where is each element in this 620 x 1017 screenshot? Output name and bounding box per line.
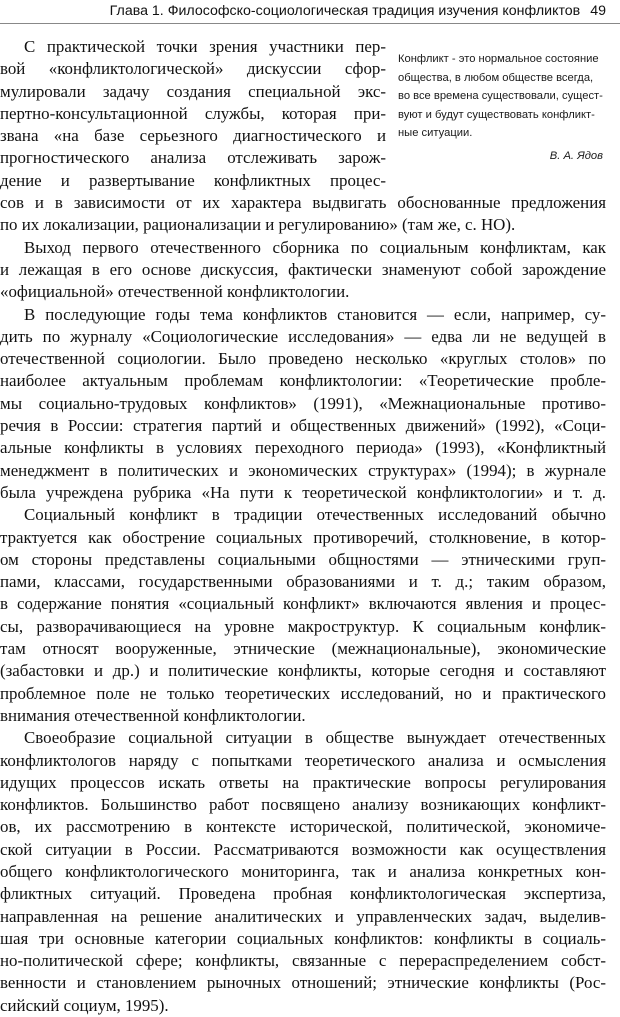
text-line: речия в России: стратегия партий и общественных движений» (1992), «Соци-: [0, 416, 606, 436]
text-line: менеджмент в политических и экономических структурах» (1994); в журнале: [0, 460, 606, 480]
quote-line: вуют и будут существовать конфликт-: [398, 108, 595, 121]
text-line: ов, их рассмотрению в контексте исторической, политической, экономиче-: [0, 817, 606, 837]
text-line: но-политической сфере; конфликты, связанные с перераспределением собст-: [0, 951, 606, 971]
text-line: звана «на базе серьезного диагностического и: [0, 126, 386, 146]
text-line: «официальной» отечественной конфликтологии.: [0, 282, 350, 302]
text-line: фликтных ситуаций. Проведена пробная конфликтологическая экспертиза,: [0, 884, 606, 904]
text-line: конфликтов. Большинство работ посвящено анализу возникающих конфликт-: [0, 795, 606, 815]
text-line: общего конфликтологического мониторинга, так и анализа конкретных кон-: [0, 861, 606, 881]
text-line: сов и в зависимости от их характера выдвигать обоснованные предложения: [0, 193, 606, 213]
text-line: венности и становлением рыночных отношений; этнические конфликты (Рос-: [0, 973, 606, 993]
text-line: ской ситуации в России. Рассматриваются возможности как осуществления: [0, 839, 606, 859]
text-line: Социальный конфликт в традиции отечественных исследований обычно: [24, 505, 606, 525]
page-number: 49: [590, 3, 606, 19]
header-divider: [0, 23, 620, 24]
text-line: мы социально-трудовых конфликтов» (1991), «Межнациональные противо-: [0, 393, 606, 413]
text-line: В последующие годы тема конфликтов становится — если, например, су-: [24, 304, 606, 324]
text-line: вой «конфликтологической» дискуссии сфор-: [0, 59, 386, 79]
text-line: направленная на решение аналитических и управленческих задач, выделив-: [0, 906, 606, 926]
text-line: трактуется как обострение социальных противоречий, столкновение, в котор-: [0, 527, 606, 547]
text-line: там относят вооруженные, этнические (межнациональные), экономические: [0, 639, 606, 659]
text-line: С практической точки зрения участники пер-: [24, 37, 386, 56]
running-title: Глава 1. Философско-социологическая традиция изучения конфликтов: [109, 3, 581, 19]
text-line: в содержание понятия «социальный конфликт» включаются явления и процес-: [0, 594, 606, 614]
text-line: Выход первого отечественного сборника по социальным конфликтам, как: [24, 237, 606, 257]
text-line: альные конфликты в условиях переходного периода» (1993), «Конфликтный: [0, 438, 606, 458]
quote-author: В. А. Ядов: [549, 149, 603, 162]
quote-line: общества, в любом обществе всегда,: [398, 71, 594, 84]
text-line: внимания отечественной конфликтологии.: [0, 705, 306, 725]
text-line: сы, разворачивающиеся на уровне макроструктур. К социальным конфлик-: [0, 616, 606, 636]
quote-line: Конфликт - это нормальное состояние: [398, 53, 599, 65]
text-line: прогностического анализа отслеживать зарож-: [0, 148, 386, 168]
text-line: сийский социум, 1995).: [0, 995, 169, 1015]
running-header: [0, 2, 606, 20]
text-line: мулировали задачу создания специальной экс-: [0, 81, 386, 101]
text-line: проблемное поле не только теоретических исследований, но и практического: [0, 683, 606, 703]
quote-line: во все времена существовали, сущест-: [398, 90, 603, 102]
text-line: (забастовки и др.) и политические конфликты, которые сегодня и составляют: [0, 661, 606, 681]
quote-line: ные ситуации.: [398, 127, 473, 139]
text-line: была учреждена рубрика «На пути к теоретической конфликтологии» и т. д.: [0, 482, 606, 502]
main-text: [0, 36, 606, 1017]
text-line: дение и развертывание конфликтных процес-: [0, 170, 386, 190]
paragraph-narrow: [0, 36, 606, 192]
paragraph-wide: [0, 192, 606, 1017]
text-line: дить по журналу «Социологические исследования» — едва ли не ведущей в: [0, 326, 606, 346]
text-line: конфликтологов наряду с попытками теоретического анализа и осмысления: [0, 750, 606, 770]
text-line: идущих процессов искать ответы на практические вопросы регулирования: [0, 772, 606, 792]
text-line: шая три основные категории социальных конфликтов: конфликты в социаль-: [0, 928, 606, 948]
text-line: наиболее актуальным проблемам конфликтологии: «Теоретические пробле-: [0, 371, 606, 391]
text-line: пами, классами, государственными образованиями и т. д.; таким образом,: [0, 572, 606, 592]
text-line: пертно-консультационной службы, которая при-: [0, 103, 386, 123]
text-line: ом стороны представлены социальными общностями — этническими груп-: [0, 549, 606, 569]
text-line: по их локализации, рационализации и регулированию» (там же, с. НО).: [0, 215, 516, 235]
text-line: и лежащая в его основе дискуссия, фактически знаменуют собой зарождение: [0, 259, 606, 279]
text-line: Своеобразие социальной ситуации в обществе вынуждает отечественных: [24, 728, 606, 748]
text-line: отечественной социологии. Было проведено несколько «круглых столов» по: [0, 349, 606, 369]
